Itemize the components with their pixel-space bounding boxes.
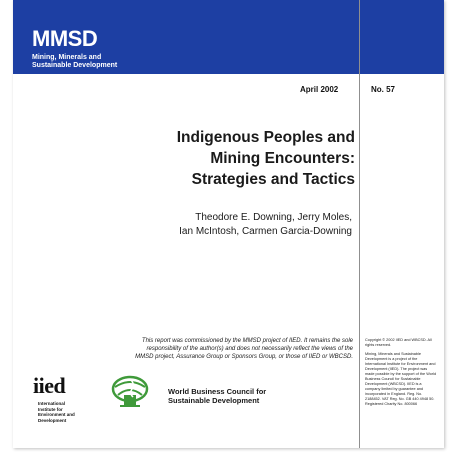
mmsd-logo: MMSD bbox=[32, 26, 98, 51]
wbcsd-line1: World Business Council for bbox=[168, 387, 267, 396]
authors-line1: Theodore E. Downing, Jerry Moles, bbox=[195, 212, 352, 223]
title-line2: Mining Encounters: bbox=[210, 150, 355, 167]
copyright-line: Copyright © 2002 IIED and WBCSD. All rights reserved. bbox=[365, 338, 432, 347]
authors-line2: Ian McIntosh, Carmen Garcia-Downing bbox=[179, 226, 352, 237]
commission-line3: MMSD project, Assurance Group or Sponsors Group, or those of IIED or WBCSD. bbox=[135, 354, 353, 360]
commission-line1: This report was commissioned by the MMSD project of IIED. It remains the sole bbox=[141, 338, 353, 344]
logo-subtitle-line1: Mining, Minerals and bbox=[32, 54, 102, 61]
publication-date: April 2002 bbox=[300, 85, 339, 94]
iied-logo: iied bbox=[33, 373, 66, 398]
wbcsd-line2: Sustainable Development bbox=[168, 396, 260, 405]
wbcsd-name bbox=[168, 387, 298, 405]
logo-subtitle-line2: Sustainable Development bbox=[32, 62, 118, 69]
iied-line1: International bbox=[38, 401, 66, 406]
issue-number: No. 57 bbox=[371, 85, 396, 94]
iied-line4: Development bbox=[38, 417, 67, 423]
title-line1: Indigenous Peoples and bbox=[176, 129, 355, 146]
iied-logo-subtitle bbox=[38, 401, 88, 423]
copyright-notice bbox=[365, 338, 437, 411]
iied-line2: Institute for bbox=[38, 406, 63, 412]
project-description: Mining, Minerals and Sustainable Development is a project of the International Institute for Environment and Development (IIED). The project was made possible by the support of the World Business Council for Sustainable Development (WBCSD). IIED is a company limited by guarantee and incorporated in England. Reg. No. 2188452. VAT Reg. No. GB 440 4948 50. Registered Charity No. 800066 bbox=[365, 352, 437, 406]
commission-note bbox=[60, 337, 353, 361]
commission-line2: responsibility of the author(s) and does not necessarily reflect the views of the bbox=[146, 346, 353, 352]
mmsd-logo-subtitle bbox=[32, 54, 162, 70]
title-line3: Strategies and Tactics bbox=[191, 171, 355, 188]
authors bbox=[90, 211, 352, 239]
iied-line3: Environment and bbox=[38, 412, 75, 417]
report-title bbox=[110, 127, 355, 190]
right-column-divider bbox=[359, 0, 360, 448]
wbcsd-globe-icon bbox=[109, 375, 151, 411]
